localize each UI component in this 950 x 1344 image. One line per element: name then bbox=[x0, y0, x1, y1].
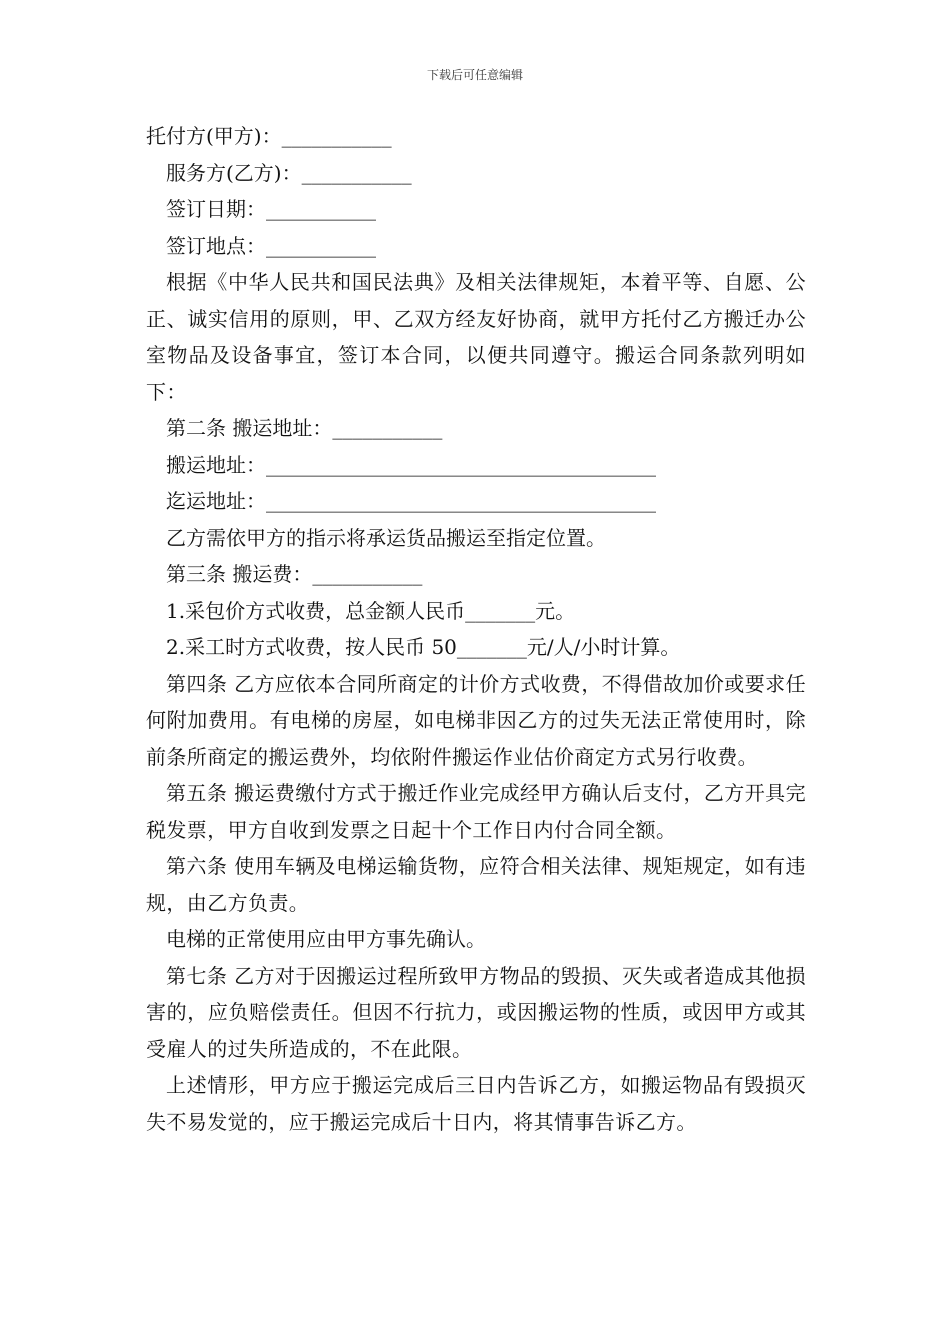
article-7-paragraph: 第七条 乙方对于因搬运过程所致甲方物品的毁损、灭失或者造成其他损害的，应负赔偿责任。但因不行抗力，或因搬运物的性质，或因甲方或其受雇人的过失所造成的，不在此限。 bbox=[146, 963, 806, 1061]
fee-option-2: 2.采工时方式收费，按人民币 50_______元/人/小时计算。 bbox=[166, 635, 681, 659]
article-2-instruction: 乙方需依甲方的指示将承运货品搬运至指定位置。 bbox=[166, 525, 606, 550]
sign-date-line: 签订日期：___________ bbox=[166, 197, 376, 221]
service-party-line: 服务方(乙方)：___________ bbox=[166, 160, 412, 185]
article-3-heading: 第三条 搬运费：___________ bbox=[166, 562, 423, 586]
fee-option-1: 1.采包价方式收费，总金额人民币_______元。 bbox=[166, 598, 576, 623]
preamble-paragraph: 根据《中华人民共和国民法典》及相关法律规矩，本着平等、自愿、公正、诚实信用的原则，甲、乙双方经友好协商，就甲方托付乙方搬迁办公室物品及设备事宜，签订本合同，以便共同遵守。搬运合同条款列明如下： bbox=[146, 270, 806, 404]
page-header-note: 下载后可任意编辑 bbox=[426, 68, 523, 82]
origin-address-line: 搬运地址：_______________________________________ bbox=[166, 452, 656, 477]
article-2-heading: 第二条 搬运地址：___________ bbox=[166, 416, 443, 440]
contract-body bbox=[146, 118, 806, 1140]
article-5-paragraph: 第五条 搬运费缴付方式于搬迁作业完成经甲方确认后支付，乙方开具完税发票，甲方自收到发票之日起十个工作日内付合同全额。 bbox=[146, 781, 806, 842]
article-4-paragraph: 第四条 乙方应依本合同所商定的计价方式收费，不得借故加价或要求任何附加费用。有电梯的房屋，如电梯非因乙方的过失无法正常使用时，除前条所商定的搬运费外，均依附件搬运作业估价商定方式另行收费。 bbox=[146, 671, 806, 769]
notification-paragraph: 上述情形，甲方应于搬运完成后三日内告诉乙方，如搬运物品有毁损灭失不易发觉的，应于搬运完成后十日内，将其情事告诉乙方。 bbox=[146, 1073, 806, 1134]
sign-place-line: 签订地点：___________ bbox=[166, 233, 376, 258]
client-party-line: 托付方(甲方)：___________ bbox=[146, 124, 392, 148]
article-6-paragraph: 第六条 使用车辆及电梯运输货物，应符合相关法律、规矩规定，如有违规，由乙方负责。 bbox=[146, 854, 806, 915]
destination-address-line: 迄运地址：_______________________________________ bbox=[166, 489, 656, 513]
elevator-confirmation-line: 电梯的正常使用应由甲方事先确认。 bbox=[166, 927, 486, 951]
